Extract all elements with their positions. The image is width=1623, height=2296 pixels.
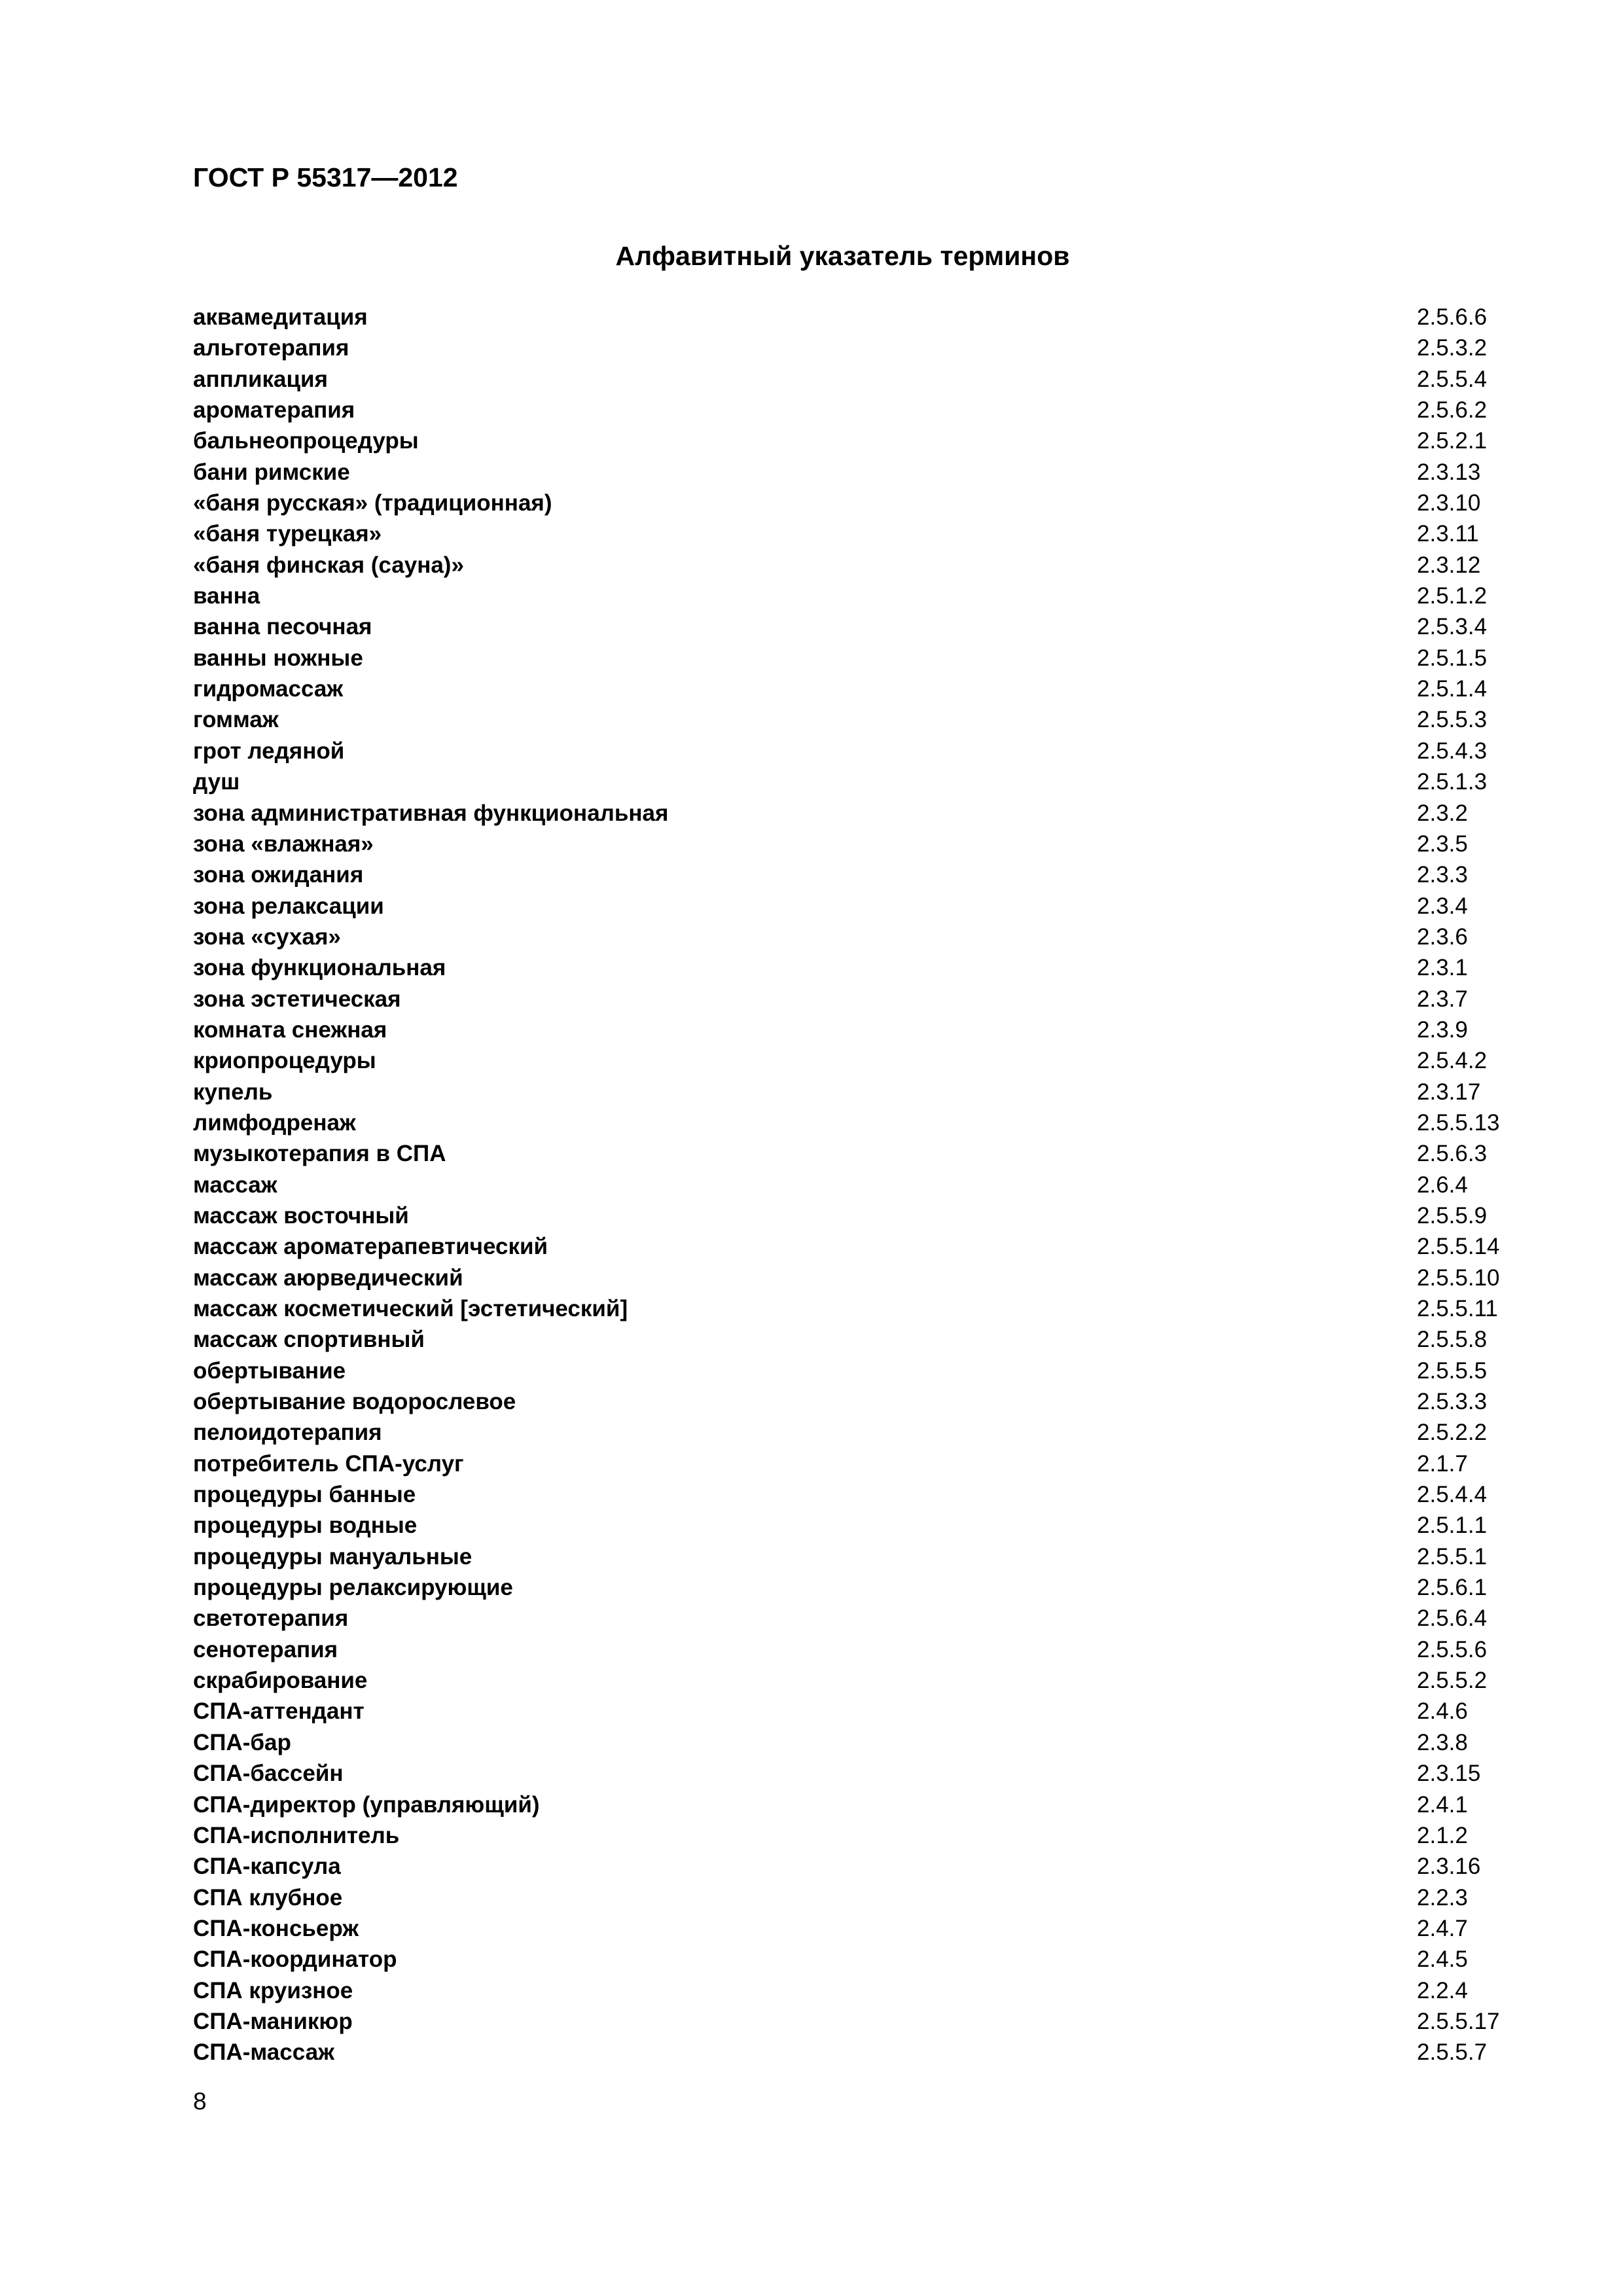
document-code: ГОСТ Р 55317—2012 [193, 162, 458, 192]
term-name: СПА-координатор [193, 1946, 397, 1973]
term-reference: 2.2.4 [1417, 1977, 1468, 2003]
term-reference: 2.3.3 [1417, 862, 1468, 888]
term-reference: 2.5.6.3 [1417, 1141, 1488, 1167]
list-item [193, 829, 1567, 859]
term-name: бани римские [193, 459, 350, 485]
term-name: криопроцедуры [193, 1048, 376, 1074]
list-item [193, 1045, 1567, 1076]
term-reference: 2.3.10 [1417, 490, 1481, 516]
term-reference: 2.5.6.4 [1417, 1605, 1488, 1632]
term-name: музыкотерапия в СПА [193, 1141, 446, 1167]
term-reference: 2.5.4.3 [1417, 738, 1488, 764]
term-name: СПА-массаж [193, 2039, 334, 2066]
term-name: процедуры релаксирующие [193, 1575, 513, 1601]
term-reference: 2.1.7 [1417, 1450, 1468, 1477]
term-name: купель [193, 1079, 273, 1105]
term-name: лимфодренаж [193, 1109, 356, 1136]
term-name: массаж ароматерапевтический [193, 1234, 548, 1260]
term-name: комната снежная [193, 1016, 387, 1043]
term-reference: 2.5.5.9 [1417, 1202, 1488, 1229]
list-item [193, 1510, 1567, 1541]
term-name: массаж косметический [эстетический] [193, 1296, 628, 1321]
term-reference: 2.5.6.6 [1417, 304, 1488, 330]
list-item [193, 2006, 1567, 2037]
term-name: СПА-консьерж [193, 1915, 359, 1941]
list-item [193, 984, 1567, 1014]
term-reference: 2.5.6.1 [1417, 1575, 1488, 1601]
list-item [193, 518, 1567, 549]
term-name: массаж [193, 1172, 277, 1198]
term-name: массаж аюрведический [193, 1265, 463, 1291]
term-reference: 2.5.5.1 [1417, 1543, 1488, 1570]
list-item [193, 425, 1567, 456]
term-reference: 2.5.2.2 [1417, 1420, 1488, 1446]
term-reference: 2.2.3 [1417, 1884, 1468, 1910]
term-name: ароматерапия [193, 397, 355, 423]
term-name: зона ожидания [193, 862, 364, 888]
term-name: СПА-исполнитель [193, 1822, 400, 1848]
term-name: потребитель СПА-услуг [193, 1450, 464, 1477]
term-name: обертывание [193, 1357, 346, 1384]
term-name: СПА-капсула [193, 1854, 341, 1880]
term-name: ванны ножные [193, 645, 363, 671]
term-reference: 2.5.4.4 [1417, 1482, 1488, 1508]
term-reference: 2.5.4.2 [1417, 1048, 1488, 1074]
term-reference: 2.4.7 [1417, 1915, 1468, 1941]
term-name: гидромассаж [193, 676, 344, 702]
term-reference: 2.4.5 [1417, 1946, 1468, 1973]
list-item [193, 736, 1567, 766]
term-name: процедуры банные [193, 1482, 416, 1508]
term-name: СПА-маникюр [193, 2008, 353, 2034]
list-item [193, 1758, 1567, 1789]
term-reference: 2.3.11 [1417, 521, 1479, 547]
term-reference: 2.5.3.3 [1417, 1389, 1488, 1415]
term-reference: 2.5.5.13 [1417, 1109, 1500, 1136]
term-name: обертывание водорослевое [193, 1389, 516, 1415]
term-reference: 2.3.9 [1417, 1016, 1468, 1043]
term-reference: 2.3.17 [1417, 1079, 1481, 1105]
list-item [193, 1820, 1567, 1851]
term-reference: 2.5.5.4 [1417, 366, 1488, 392]
term-reference: 2.5.5.6 [1417, 1636, 1488, 1662]
term-reference: 2.1.2 [1417, 1822, 1468, 1848]
term-name: аппликация [193, 366, 328, 392]
term-reference: 2.5.5.11 [1417, 1296, 1498, 1321]
list-item [193, 1386, 1567, 1417]
list-item [193, 1727, 1567, 1758]
term-list [193, 302, 1567, 2068]
term-name: «баня русская» (традиционная) [193, 490, 552, 516]
list-item [193, 766, 1567, 797]
term-reference: 2.4.1 [1417, 1791, 1468, 1818]
term-reference: 2.6.4 [1417, 1172, 1468, 1198]
term-name: бальнеопроцедуры [193, 428, 419, 454]
list-item [193, 1789, 1567, 1820]
list-item [193, 364, 1567, 395]
term-name: зона эстетическая [193, 986, 401, 1012]
term-name: массаж спортивный [193, 1327, 425, 1353]
list-item [193, 1355, 1567, 1386]
term-reference: 2.5.5.5 [1417, 1357, 1488, 1384]
list-item [193, 1014, 1567, 1045]
list-item [193, 550, 1567, 581]
list-item [193, 1975, 1567, 2006]
term-reference: 2.3.13 [1417, 459, 1481, 485]
term-reference: 2.4.6 [1417, 1698, 1468, 1725]
term-reference: 2.5.5.10 [1417, 1265, 1500, 1291]
term-name: СПА круизное [193, 1977, 353, 2003]
term-name: скрабирование [193, 1668, 368, 1694]
page-number: 8 [193, 2088, 207, 2115]
list-item [193, 1944, 1567, 1975]
list-item [193, 922, 1567, 952]
list-item [193, 643, 1567, 673]
term-name: ванна песочная [193, 614, 372, 640]
list-item [193, 1882, 1567, 1913]
list-item [193, 488, 1567, 518]
term-reference: 2.3.12 [1417, 552, 1481, 578]
term-reference: 2.5.5.3 [1417, 707, 1488, 733]
list-item [193, 1448, 1567, 1479]
term-reference: 2.3.2 [1417, 800, 1468, 826]
term-name: душ [193, 769, 240, 795]
term-reference: 2.5.5.2 [1417, 1668, 1488, 1694]
list-item [193, 1541, 1567, 1572]
term-reference: 2.5.1.1 [1417, 1513, 1488, 1539]
term-reference: 2.3.8 [1417, 1729, 1468, 1755]
list-item [193, 1696, 1567, 1727]
term-name: СПА-бассейн [193, 1761, 344, 1787]
list-item [193, 2037, 1567, 2068]
list-item [193, 1665, 1567, 1696]
term-reference: 2.5.5.8 [1417, 1327, 1488, 1353]
list-item [193, 1479, 1567, 1510]
term-name: аквамедитация [193, 304, 368, 330]
term-name: зона релаксации [193, 893, 384, 919]
term-name: СПА клубное [193, 1884, 343, 1910]
list-item [193, 1634, 1567, 1665]
term-reference: 2.5.5.14 [1417, 1234, 1500, 1260]
list-item [193, 952, 1567, 983]
term-reference: 2.5.6.2 [1417, 397, 1488, 423]
list-item [193, 302, 1567, 332]
list-item [193, 1851, 1567, 1882]
term-name: зона функциональная [193, 955, 446, 981]
list-item [193, 1293, 1567, 1324]
term-name: СПА-аттендант [193, 1698, 365, 1725]
term-reference: 2.5.2.1 [1417, 428, 1488, 454]
term-name: пелоидотерапия [193, 1420, 382, 1446]
term-reference: 2.3.6 [1417, 924, 1468, 950]
term-reference: 2.3.15 [1417, 1761, 1481, 1787]
list-item [193, 673, 1567, 704]
term-name: процедуры водные [193, 1513, 418, 1539]
term-name: «баня турецкая» [193, 521, 382, 547]
list-item [193, 798, 1567, 829]
list-item [193, 704, 1567, 735]
list-item [193, 1263, 1567, 1293]
term-reference: 2.5.1.5 [1417, 645, 1488, 671]
list-item [193, 1324, 1567, 1355]
list-item [193, 1231, 1567, 1262]
term-name: грот ледяной [193, 738, 345, 764]
list-item [193, 1170, 1567, 1200]
term-name: зона «влажная» [193, 831, 374, 857]
term-name: светотерапия [193, 1605, 349, 1632]
term-name: «баня финская (сауна)» [193, 552, 464, 578]
term-name: ванна [193, 583, 260, 609]
list-item [193, 611, 1567, 642]
list-item [193, 859, 1567, 890]
term-name: процедуры мануальные [193, 1543, 473, 1570]
list-item [193, 395, 1567, 425]
term-name: гоммаж [193, 707, 279, 733]
list-item [193, 1077, 1567, 1107]
index-title: Алфавитный указатель терминов [615, 241, 1070, 271]
list-item [193, 1603, 1567, 1634]
term-reference: 2.3.16 [1417, 1854, 1481, 1880]
term-name: альготерапия [193, 335, 349, 361]
term-reference: 2.5.5.7 [1417, 2039, 1488, 2066]
list-item [193, 891, 1567, 922]
list-item [193, 1107, 1567, 1138]
list-item [193, 457, 1567, 488]
list-item [193, 1913, 1567, 1944]
term-reference: 2.3.1 [1417, 955, 1468, 981]
term-reference: 2.5.1.3 [1417, 769, 1488, 795]
term-name: зона административная функциональная [193, 800, 669, 826]
term-reference: 2.5.3.2 [1417, 335, 1488, 361]
term-reference: 2.5.5.17 [1417, 2008, 1500, 2034]
term-reference: 2.3.5 [1417, 831, 1468, 857]
term-name: зона «сухая» [193, 924, 341, 950]
list-item [193, 1200, 1567, 1231]
term-reference: 2.5.3.4 [1417, 614, 1488, 640]
term-name: СПА-директор (управляющий) [193, 1791, 540, 1818]
list-item [193, 332, 1567, 363]
list-item [193, 581, 1567, 611]
term-reference: 2.5.1.4 [1417, 676, 1488, 702]
term-name: СПА-бар [193, 1729, 291, 1755]
list-item [193, 1572, 1567, 1603]
term-name: массаж восточный [193, 1202, 409, 1229]
term-reference: 2.3.4 [1417, 893, 1468, 919]
list-item [193, 1417, 1567, 1448]
term-name: сенотерапия [193, 1636, 338, 1662]
term-reference: 2.3.7 [1417, 986, 1468, 1012]
term-reference: 2.5.1.2 [1417, 583, 1488, 609]
list-item [193, 1138, 1567, 1169]
